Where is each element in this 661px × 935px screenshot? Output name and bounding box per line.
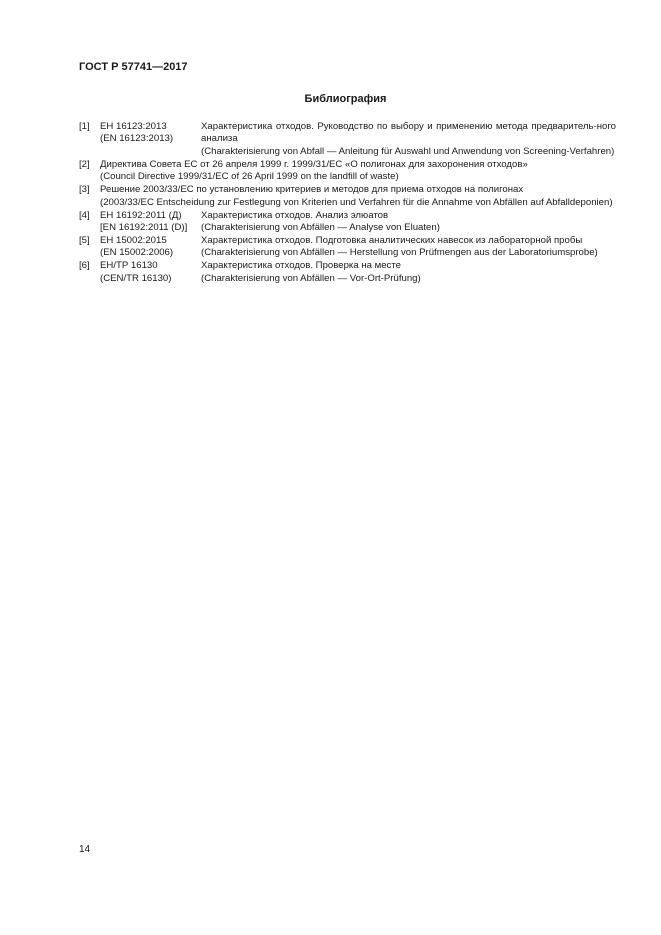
bibliography-entry [79, 210, 616, 235]
bibliography-entry [79, 184, 616, 209]
entry-title-original: (Charakterisierung von Abfällen — Vor-Ort-Prüfung) [201, 272, 421, 284]
entry-code: ЕН 15002:2015 [100, 235, 167, 247]
entry-number: [2] [79, 158, 90, 170]
entry-code-original: (EN 16123:2013) [100, 133, 174, 145]
entry-title-ru: Характеристика отходов. Проверка на месте [201, 260, 401, 272]
bibliography-entry [79, 235, 616, 260]
entry-title-original: (Charakterisierung von Abfall — Anleitung für Auswahl und Anwendung von Screening-Verfahren) [201, 145, 615, 157]
entry-title-ru: Характеристика отходов. Руководство по выбору и применению метода предваритель-ного анализа [201, 121, 616, 145]
entry-code-original: [EN 16192:2011 (D)] [100, 222, 188, 234]
bibliography-entry [79, 159, 616, 184]
entry-title-original: (Council Directive 1999/31/EC of 26 April 1999 on the landfill of waste) [100, 171, 399, 183]
entry-code-original: (EN 15002:2006) [100, 247, 174, 259]
entry-title-original: (Charakterisierung von Abfällen — Analyse von Eluaten) [201, 222, 440, 234]
bibliography-list [79, 121, 616, 286]
bibliography-entry [79, 260, 616, 285]
entry-title-ru: Характеристика отходов. Подготовка аналитических навесок из лабораторной пробы [201, 235, 583, 247]
entry-number: [1] [79, 121, 90, 132]
entry-title-original: (2003/33/EC Entscheidung zur Festlegung von Kriterien und Verfahren für die Annahme von Abfällen auf Abfalldeponien) [100, 196, 613, 208]
entry-number: [6] [79, 260, 90, 272]
entry-code: ЕН/ТР 16130 [100, 260, 158, 272]
entry-title-ru: Решение 2003/33/ЕС по установлению критериев и методов для приема отходов на полигонах [100, 184, 524, 196]
entry-title-ru: Директива Совета ЕС от 26 апреля 1999 г. 1999/31/ЕС «О полигонах для захоронения отходов» [100, 158, 528, 170]
entry-number: [4] [79, 209, 90, 221]
entry-code: ЕН 16123:2013 [100, 121, 167, 132]
bibliography-title: Библиография [304, 93, 387, 105]
entry-number: [3] [79, 184, 90, 196]
entry-code: ЕН 16192:2011 (Д) [100, 209, 182, 221]
entry-title-original: (Charakterisierung von Abfällen — Herstellung von Prüfmengen aus der Laboratoriumsprobe) [201, 247, 598, 259]
document-code: ГОСТ Р 57741—2017 [79, 61, 188, 73]
entry-code-original: (CEN/TR 16130) [100, 272, 172, 284]
bibliography-entry [79, 121, 616, 158]
entry-title-ru: Характеристика отходов. Анализ элюатов [201, 209, 389, 221]
entry-number: [5] [79, 235, 90, 247]
page-number: 14 [79, 844, 91, 855]
